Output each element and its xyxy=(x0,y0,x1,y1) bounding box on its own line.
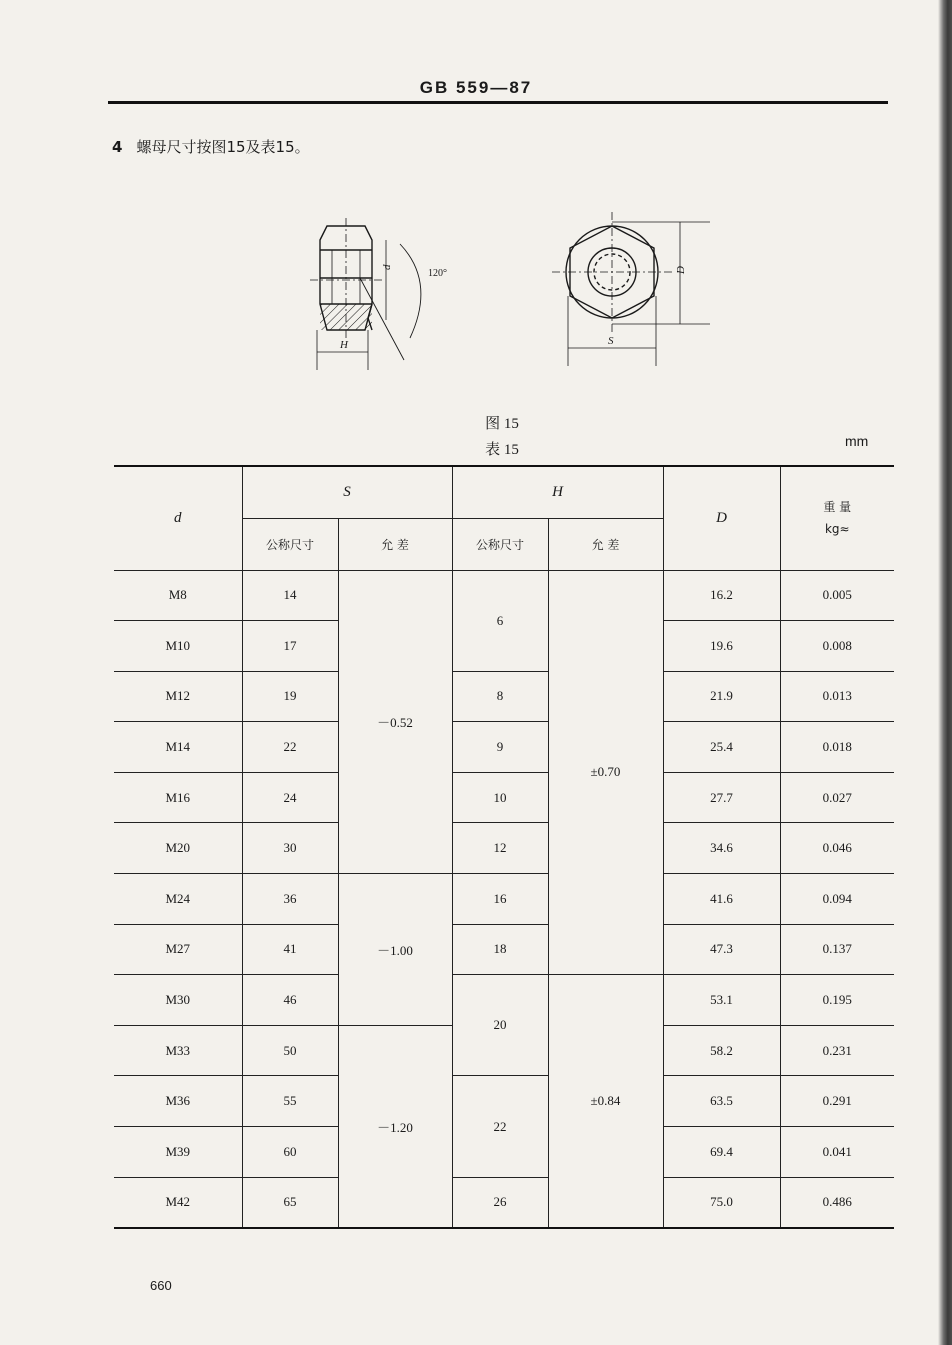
cell-d: M16 xyxy=(114,772,242,823)
cell-s: 46 xyxy=(242,975,338,1026)
header-s-nominal: 公称尺寸 xyxy=(242,518,338,570)
nut-dimension-table xyxy=(114,465,894,1229)
cell-weight: 0.013 xyxy=(780,671,894,722)
cell-s-tolerance: －0.52 xyxy=(338,570,452,874)
cell-h: 12 xyxy=(452,823,548,874)
cell-h: 10 xyxy=(452,772,548,823)
cell-s: 50 xyxy=(242,1025,338,1076)
header-weight-line2: kg≈ xyxy=(824,522,850,537)
cell-weight: 0.291 xyxy=(780,1076,894,1127)
cell-D: 19.6 xyxy=(663,621,780,672)
cell-weight: 0.231 xyxy=(780,1025,894,1076)
header-d: d xyxy=(114,466,242,570)
cell-s-tolerance: －1.00 xyxy=(338,874,452,1026)
cell-d: M20 xyxy=(114,823,242,874)
nut-diagram xyxy=(290,200,730,380)
cell-s: 30 xyxy=(242,823,338,874)
cell-d: M39 xyxy=(114,1127,242,1178)
section-number: 4 xyxy=(112,138,123,156)
cell-D: 53.1 xyxy=(663,975,780,1026)
nut-top-view xyxy=(552,212,710,366)
cell-h: 18 xyxy=(452,924,548,975)
header-s-tolerance: 允 差 xyxy=(338,518,452,570)
cell-weight: 0.137 xyxy=(780,924,894,975)
cell-D: 69.4 xyxy=(663,1127,780,1178)
cell-h: 26 xyxy=(452,1177,548,1228)
cell-d: M10 xyxy=(114,621,242,672)
cell-D: 41.6 xyxy=(663,874,780,925)
header-D: D xyxy=(663,466,780,570)
cell-s: 41 xyxy=(242,924,338,975)
cell-D: 47.3 xyxy=(663,924,780,975)
cell-d: M8 xyxy=(114,570,242,621)
cell-s: 22 xyxy=(242,722,338,773)
label-d: d xyxy=(381,264,393,270)
cell-s-tolerance: －1.20 xyxy=(338,1025,452,1227)
cell-s: 60 xyxy=(242,1127,338,1178)
cell-D: 25.4 xyxy=(663,722,780,773)
intro-text: 螺母尺寸按图15及表15。 xyxy=(136,138,310,156)
cell-s: 24 xyxy=(242,772,338,823)
table-row xyxy=(114,975,894,1026)
cell-weight: 0.041 xyxy=(780,1127,894,1178)
label-D: D xyxy=(675,266,687,274)
cell-d: M27 xyxy=(114,924,242,975)
header-weight xyxy=(780,466,894,570)
table-row xyxy=(114,772,894,823)
cell-d: M33 xyxy=(114,1025,242,1076)
table-row xyxy=(114,823,894,874)
cell-weight: 0.094 xyxy=(780,874,894,925)
table-row xyxy=(114,722,894,773)
cell-D: 34.6 xyxy=(663,823,780,874)
cell-D: 16.2 xyxy=(663,570,780,621)
table-row xyxy=(114,1076,894,1127)
cell-weight: 0.005 xyxy=(780,570,894,621)
cell-h: 9 xyxy=(452,722,548,773)
table-caption: 表 15 xyxy=(485,442,519,458)
cell-d: M14 xyxy=(114,722,242,773)
header-h: H xyxy=(452,466,663,518)
table-row xyxy=(114,570,894,621)
cell-d: M42 xyxy=(114,1177,242,1228)
table-row xyxy=(114,924,894,975)
cell-weight: 0.018 xyxy=(780,722,894,773)
cell-h: 16 xyxy=(452,874,548,925)
figure-caption: 图 15 xyxy=(485,416,519,432)
header-rule xyxy=(108,101,888,104)
cell-s: 55 xyxy=(242,1076,338,1127)
cell-h-tolerance: ±0.70 xyxy=(548,570,663,975)
cell-weight: 0.027 xyxy=(780,772,894,823)
table-row xyxy=(114,1177,894,1228)
cell-s: 17 xyxy=(242,621,338,672)
cell-D: 21.9 xyxy=(663,671,780,722)
cell-s: 65 xyxy=(242,1177,338,1228)
cell-h: 6 xyxy=(452,570,548,671)
cell-d: M24 xyxy=(114,874,242,925)
table-row xyxy=(114,671,894,722)
header-s: S xyxy=(242,466,452,518)
cell-d: M36 xyxy=(114,1076,242,1127)
standard-code: GB 559—87 xyxy=(419,78,533,97)
cell-weight: 0.486 xyxy=(780,1177,894,1228)
cell-d: M12 xyxy=(114,671,242,722)
page-number: 660 xyxy=(150,1278,172,1293)
intro-paragraph xyxy=(112,136,310,157)
cell-weight: 0.008 xyxy=(780,621,894,672)
scan-edge-shadow xyxy=(938,0,952,1345)
cell-D: 58.2 xyxy=(663,1025,780,1076)
cell-h: 22 xyxy=(452,1076,548,1177)
cell-weight: 0.046 xyxy=(780,823,894,874)
cell-s: 19 xyxy=(242,671,338,722)
cell-d: M30 xyxy=(114,975,242,1026)
cell-D: 27.7 xyxy=(663,772,780,823)
cell-D: 63.5 xyxy=(663,1076,780,1127)
table-header-row xyxy=(114,466,894,518)
header-weight-line1: 重 量 xyxy=(823,500,852,515)
cell-weight: 0.195 xyxy=(780,975,894,1026)
table-unit: mm xyxy=(845,433,869,449)
cell-h: 8 xyxy=(452,671,548,722)
cell-D: 75.0 xyxy=(663,1177,780,1228)
cell-s: 36 xyxy=(242,874,338,925)
nut-side-view xyxy=(310,218,421,370)
label-H: H xyxy=(340,339,348,351)
table-row xyxy=(114,874,894,925)
cell-h-tolerance: ±0.84 xyxy=(548,975,663,1228)
label-S: S xyxy=(608,335,614,347)
header-h-tolerance: 允 差 xyxy=(548,518,663,570)
cell-s: 14 xyxy=(242,570,338,621)
label-angle: 120° xyxy=(428,268,447,279)
cell-h: 20 xyxy=(452,975,548,1076)
header-h-nominal: 公称尺寸 xyxy=(452,518,548,570)
